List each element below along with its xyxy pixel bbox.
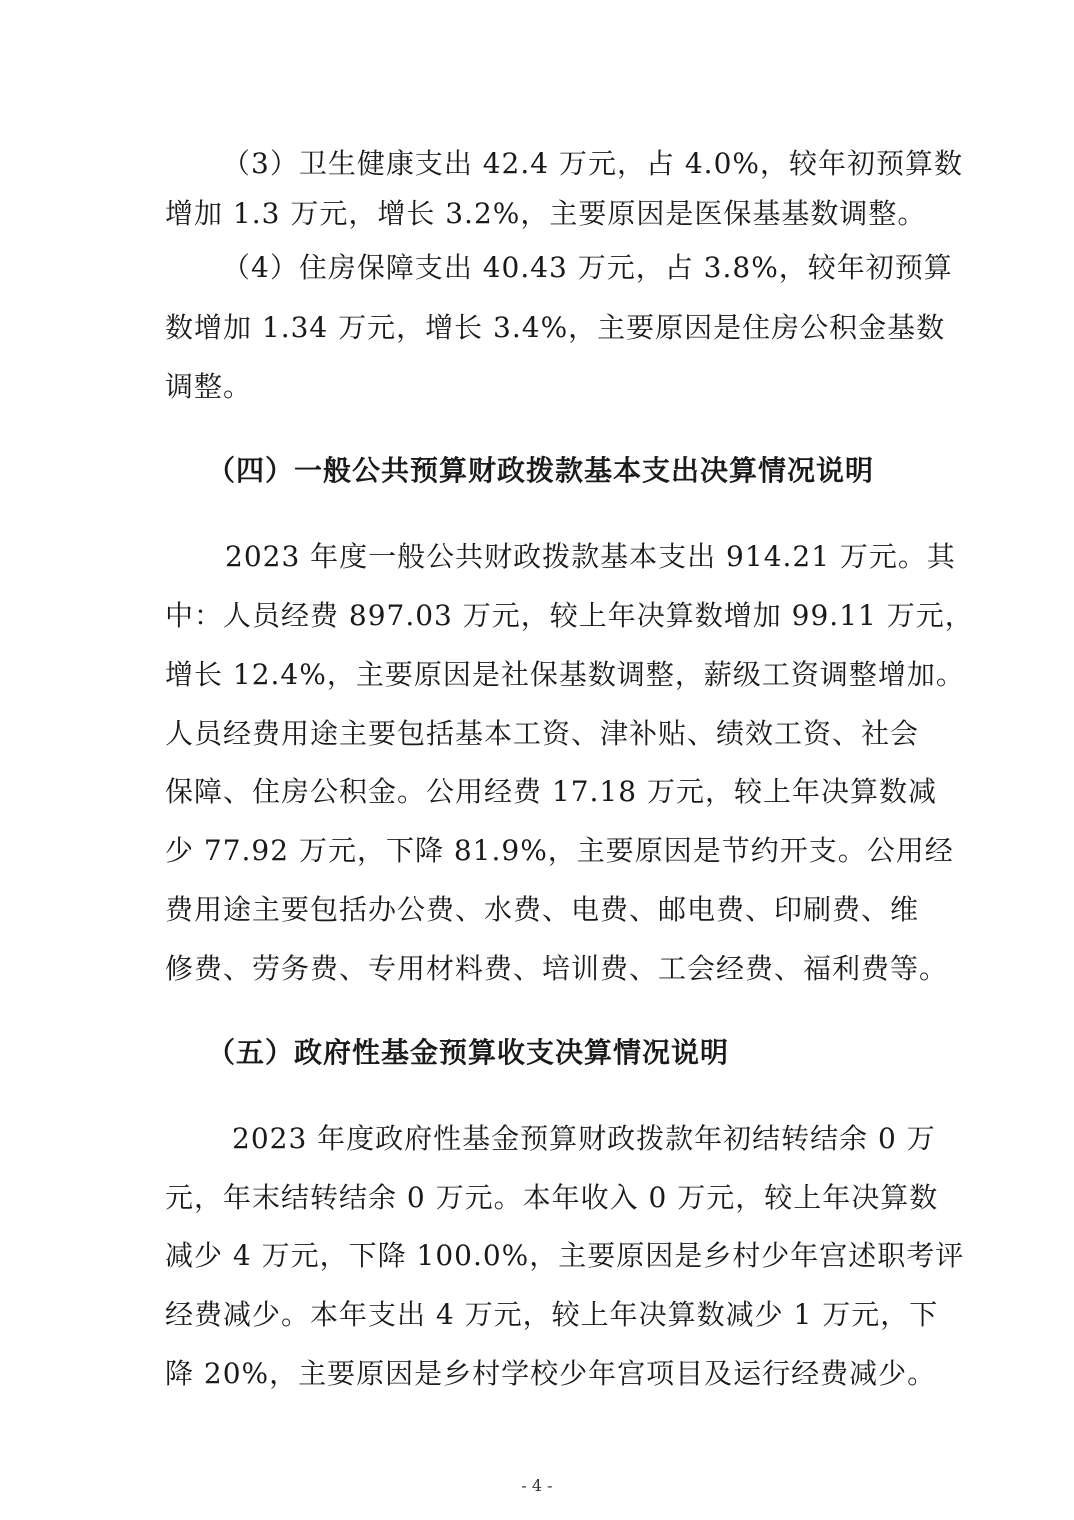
section4-line-3: 增长 12.4%，主要原因是社保基数调整，薪级工资调整增加。 xyxy=(165,658,965,691)
section4-heading: （四）一般公共预算财政拨款基本支出决算情况说明 xyxy=(207,454,875,487)
section5-line-4: 经费减少。本年支出 4 万元，较上年决算数减少 1 万元，下 xyxy=(165,1298,939,1331)
item3-line-2: 增加 1.3 万元，增长 3.2%，主要原因是医保基基数调整。 xyxy=(165,197,927,230)
page-number: - 4 - xyxy=(521,1476,553,1495)
section5-line-5: 降 20%，主要原因是乡村学校少年宫项目及运行经费减少。 xyxy=(165,1357,937,1390)
item3-line-1: （3）卫生健康支出 42.4 万元，占 4.0%，较年初预算数 xyxy=(222,147,963,180)
section4-line-8: 修费、劳务费、专用材料费、培训费、工会经费、福利费等。 xyxy=(165,952,949,985)
section4-line-6: 少 77.92 万元，下降 81.9%，主要原因是节约开支。公用经 xyxy=(165,834,954,867)
item4-line-2: 数增加 1.34 万元，增长 3.4%，主要原因是住房公积金基数 xyxy=(165,311,946,344)
section4-line-4: 人员经费用途主要包括基本工资、津补贴、绩效工资、社会 xyxy=(165,717,920,750)
item4-line-1: （4）住房保障支出 40.43 万元，占 3.8%，较年初预算 xyxy=(222,251,953,284)
section5-line-2: 元，年末结转结余 0 万元。本年收入 0 万元，较上年决算数 xyxy=(165,1181,939,1214)
section5-line-1: 2023 年度政府性基金预算财政拨款年初结转结余 0 万 xyxy=(232,1122,936,1155)
section4-line-2: 中：人员经费 897.03 万元，较上年决算数增加 99.11 万元， xyxy=(165,599,974,632)
section4-line-7: 费用途主要包括办公费、水费、电费、邮电费、印刷费、维 xyxy=(165,893,920,926)
section5-heading: （五）政府性基金预算收支决算情况说明 xyxy=(207,1036,730,1069)
section4-line-5: 保障、住房公积金。公用经费 17.18 万元，较上年决算数减 xyxy=(165,775,937,808)
section4-line-1: 2023 年度一般公共财政拨款基本支出 914.21 万元。其 xyxy=(225,540,956,573)
section5-line-3: 减少 4 万元，下降 100.0%，主要原因是乡村少年宫述职考评 xyxy=(165,1239,965,1272)
item4-line-3: 调整。 xyxy=(165,370,253,403)
